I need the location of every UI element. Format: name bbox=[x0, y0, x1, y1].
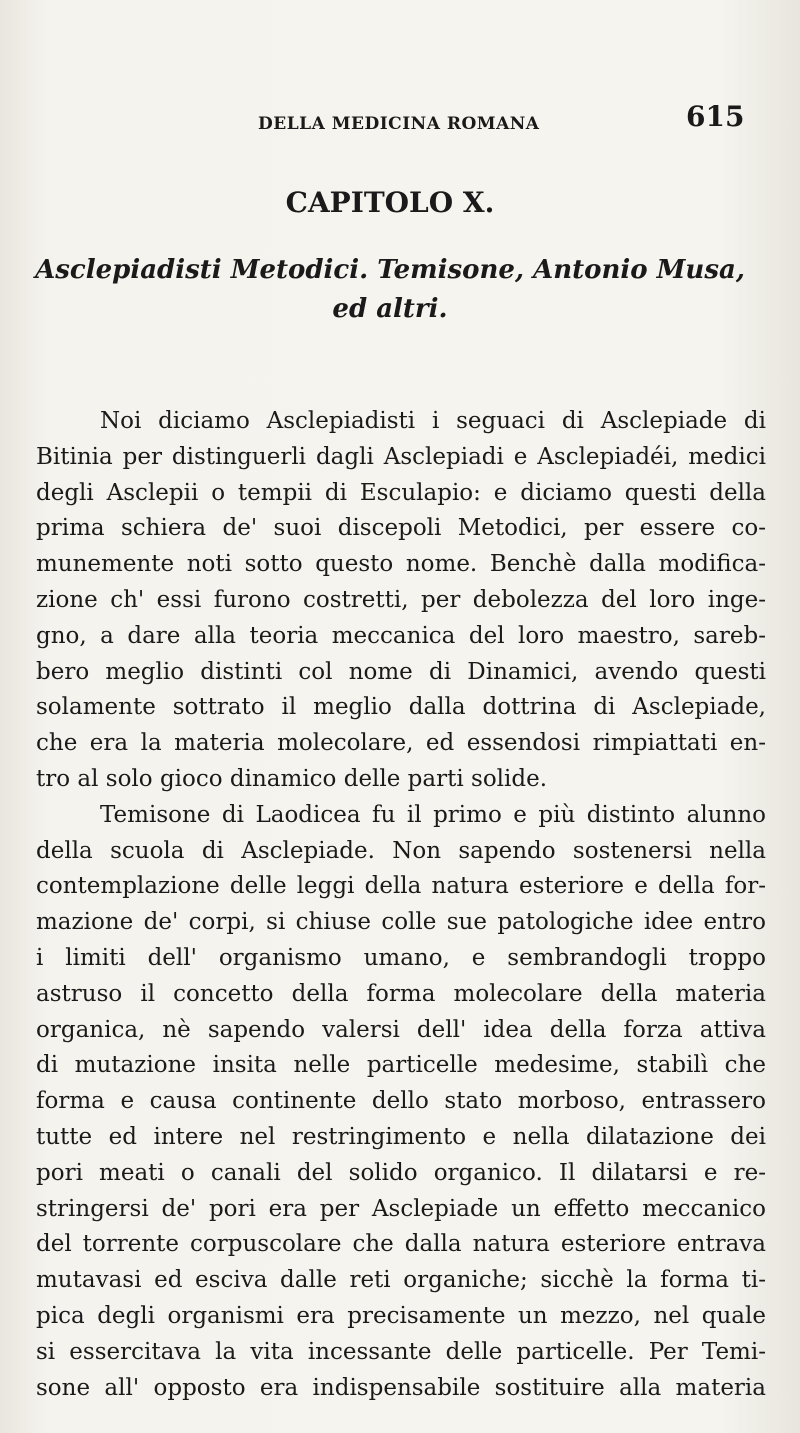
text-line: contemplazione delle leggi della natura esteriore e della for- bbox=[36, 873, 766, 900]
text-line: stringersi de' pori era per Asclepiade un effetto meccanico bbox=[36, 1195, 766, 1222]
text-line: della scuola di Asclepiade. Non sapendo sostenersi nella bbox=[36, 837, 766, 864]
text-line: astruso il concetto della forma molecolare della materia bbox=[36, 980, 766, 1007]
text-line: munemente noti sotto questo nome. Benchè dalla modifica- bbox=[36, 551, 766, 578]
text-line: organica, nè sapendo valersi dell' idea della forza attiva bbox=[36, 1016, 766, 1043]
text-line: bero meglio distinti col nome di Dinamici, avendo questi bbox=[36, 658, 766, 685]
text-line: tro al solo gioco dinamico delle parti solide. bbox=[36, 765, 548, 792]
text-line: forma e causa continente dello stato morboso, entrassero bbox=[36, 1088, 766, 1115]
text-line: zione ch' essi furono costretti, per debolezza del loro inge- bbox=[36, 586, 766, 613]
text-line: gno, a dare alla teoria meccanica del loro maestro, sareb- bbox=[36, 622, 766, 649]
running-head: DELLA MEDICINA ROMANA bbox=[258, 114, 540, 134]
text-line: mutavasi ed esciva dalle reti organiche; sicchè la forma ti- bbox=[36, 1267, 766, 1294]
page-number: 615 bbox=[686, 100, 745, 133]
chapter-subtitle-line-1: Asclepiadisti Metodici. Temisone, Antonio Musa, bbox=[35, 255, 745, 285]
text-line: si essercitava la vita incessante delle particelle. Per Temi- bbox=[36, 1338, 766, 1365]
text-line: Temisone di Laodicea fu il primo e più distinto alunno bbox=[100, 801, 766, 828]
text-line: solamente sottrato il meglio dalla dottrina di Asclepiade, bbox=[36, 694, 766, 721]
text-line: pica degli organismi era precisamente un mezzo, nel quale bbox=[36, 1302, 766, 1329]
chapter-title: CAPITOLO X. bbox=[285, 186, 495, 219]
text-line: del torrente corpuscolare che dalla natura esteriore entrava bbox=[36, 1231, 766, 1258]
text-line: degli Asclepii o tempii di Esculapio: e diciamo questi della bbox=[36, 479, 766, 506]
text-line: pori meati o canali del solido organico. Il dilatarsi e re- bbox=[36, 1159, 766, 1186]
text-line: Noi diciamo Asclepiadisti i seguaci di Asclepiade di bbox=[100, 408, 766, 434]
chapter-subtitle-line-2: ed altri. bbox=[332, 294, 448, 324]
text-line: Bitinia per distinguerli dagli Asclepiadi e Asclepiadéi, medici bbox=[36, 443, 766, 470]
text-line: i limiti dell' organismo umano, e sembrandogli troppo bbox=[36, 944, 766, 971]
text-line: di mutazione insita nelle particelle medesime, stabilì che bbox=[36, 1052, 766, 1079]
text-line: prima schiera de' suoi discepoli Metodici, per essere co- bbox=[36, 515, 766, 542]
body-text bbox=[36, 404, 766, 1406]
text-line: mazione de' corpi, si chiuse colle sue patologiche idee entro bbox=[36, 909, 766, 936]
text-line: sone all' opposto era indispensabile sostituire alla materia bbox=[36, 1374, 766, 1401]
text-line: che era la materia molecolare, ed essendosi rimpiattati en- bbox=[36, 730, 766, 757]
text-line: tutte ed intere nel restringimento e nella dilatazione dei bbox=[36, 1123, 766, 1150]
